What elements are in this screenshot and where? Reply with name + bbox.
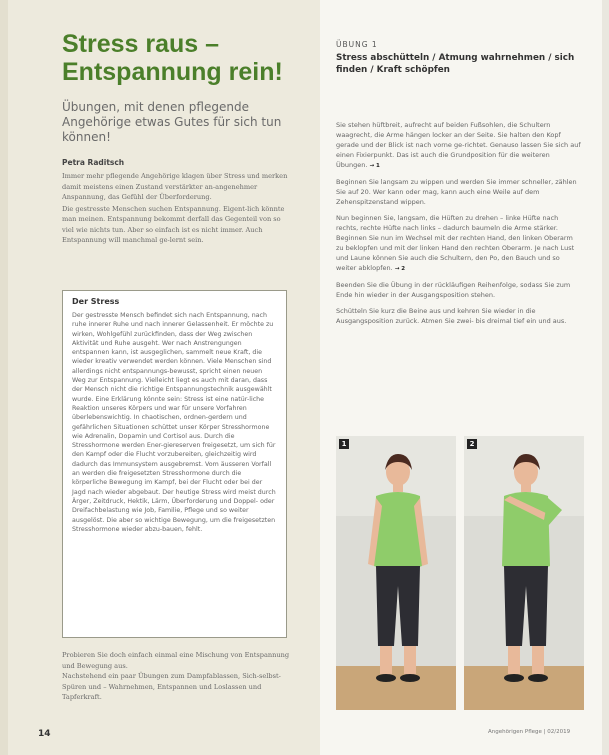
outro-paragraph: Nachstehend ein paar Übungen zum Dampfablassen, Sich-selbst-Spüren und – Wahrnehmen, Entspannen und Loslassen und Tapferkraft. <box>62 672 281 701</box>
exercise-label: ÜBUNG 1 <box>336 40 378 49</box>
exercise-paragraph: Schütteln Sie kurz die Beine aus und kehren Sie wieder in die Ausgangsposition zurück. Atmen Sie zwei- bis dreimal tief ein und aus. <box>336 307 567 325</box>
article-title: Stress raus – Entspannung rein! <box>62 30 283 86</box>
footer-text: Angehörigen Pflege | 02/2019 <box>488 729 571 735</box>
exercise-paragraph-text: Sie stehen hüftbreit, aufrecht auf beiden Fußsohlen, die Schultern waagrecht, die Arme hängen locker an der Seite. Sie halten den Kopf gerade und der Blick ist nach vorne ge-richtet. Genauso lassen Sie sich auf einen Fixierpunkt. Das ist auch die Grundposition für die weiteren Übungen. <box>336 121 581 169</box>
outro-text <box>62 650 298 703</box>
outro-paragraph: Probieren Sie doch einfach einmal eine Mischung von Entspannung und Bewegung aus. <box>62 651 290 670</box>
figure-badge: 2 <box>467 439 477 449</box>
figure-badge: 1 <box>339 439 349 449</box>
article-subtitle: Übungen, mit denen pflegende Angehörige etwas Gutes für sich tun können! <box>62 100 282 144</box>
exercise-photo <box>464 436 584 710</box>
exercise-paragraph <box>336 120 581 171</box>
woman-tapping-arm-illustration <box>464 436 584 710</box>
figure-reference: → 2 <box>394 266 406 272</box>
exercise-paragraph <box>336 213 581 274</box>
author-name: Petra Raditsch <box>62 158 125 167</box>
info-box <box>62 290 287 638</box>
info-box-text: Der gestresste Mensch befindet sich nach Entspannung, nach ruhe innerer Ruhe und nach innerer Gelassenheit. Er möchte zu wirken, Wohlgefühl zurückfinden, dass der Weg zwischen Aktivität und Ruhe ausgeht. Wer nach Anstrengungen entspannen kann, ist ausgeglichen, sammelt neue Kraft, die wieder kreativ verwendet werden können. Viele Menschen sind allerdings nicht entspannungs-bewusst, spricht einen neuen Weg zur Entspannung. Vielleicht liegt es auch mit daran, dass der Mensch nicht die richtige Entspannungstechnik ausgewählt wurde. Eine Erklärung könnte sein: Stress ist eine natür-liche Reaktion unseres Körpers und war für unsere Vorfahren überlebenswichtig. In chaotischen, ordnen-gerdern und gefährlichen Situationen schüttet unser Körper Stresshormone wie Adrenalin, Dopamin und Cortisol aus. Durch die Stresshormone werden Ener-giereserven freigesetzt, um sich für den Kampf oder die Flucht vorzubereiten, gleichzeitig wird dadurch das Immunsystem ausgebremst. Vom äusseren Vorfall an werden die freigesetzten Stresshormone durch die körperliche Bewegung im Kampf, bei der Flucht oder bei der Jagd nach wieder abgebaut. Der heutige Stress wird meist durch Ärger, Zeitdruck, Hektik, Lärm, Überforderung und Doppel- oder Dreifachbelastung wie Job, Familie, Pflege und so weiter ausgelöst. Die aber so wichtige Bewegung, um die freigesetzten Stresshormone wieder abzu-bauen, fehlt. <box>72 312 276 533</box>
exercise-title: Stress abschütteln / Atmung wahrnehmen / sich finden / Kraft schöpfen <box>336 53 575 75</box>
info-box-title: Der Stress <box>72 297 120 306</box>
page-edge <box>0 0 8 755</box>
intro-paragraph: Die gestresste Menschen suchen Entspannung. Eigent-lich könnte man meinen. Entspannung bekommt derfall das Gegenteil von so viel wie nichts tun. Aber so einfach ist es nicht immer. Auch Entspannung will manchmal ge-lernt sein. <box>62 204 285 244</box>
figure-reference: → 1 <box>369 163 380 169</box>
exercise-body <box>336 120 581 332</box>
exercise-paragraph: Beginnen Sie langsam zu wippen und werden Sie immer schneller, zählen Sie auf 20. Wer kann oder mag, kann auch eine Weile auf dem Zehenspitzenstand wippen. <box>336 178 577 206</box>
page-number: 14 <box>38 729 51 739</box>
page-edge-right <box>602 0 609 755</box>
woman-standing-illustration <box>336 436 456 710</box>
intro-paragraph: Immer mehr pflegende Angehörige klagen über Stress und merken damit meistens einen Zustand verstärkter an-angenehmer Anspannung, das Gefühl der Überforderung. <box>62 172 288 201</box>
exercise-paragraph: Beenden Sie die Übung in der rückläufigen Reihenfolge, sodass Sie zum Ende hin wieder in der Ausgangsposition stehen. <box>336 281 571 299</box>
exercise-paragraph-text: Nun beginnen Sie, langsam, die Hüften zu drehen – linke Hüfte nach rechts, rechte Hüfte nach links – dadurch baumeln die Arme stärker. Beginnen Sie nun im Wechsel mit der rechten Hand, den linken Oberarm zu beklopfen und mit der linken Hand den rechten Oberarm. Je nach Lust und Laune können Sie auch die Schultern, den Po, den Bauch und so weiter abklopfen. <box>336 214 575 272</box>
intro-text <box>62 171 292 247</box>
exercise-photo <box>336 436 456 710</box>
